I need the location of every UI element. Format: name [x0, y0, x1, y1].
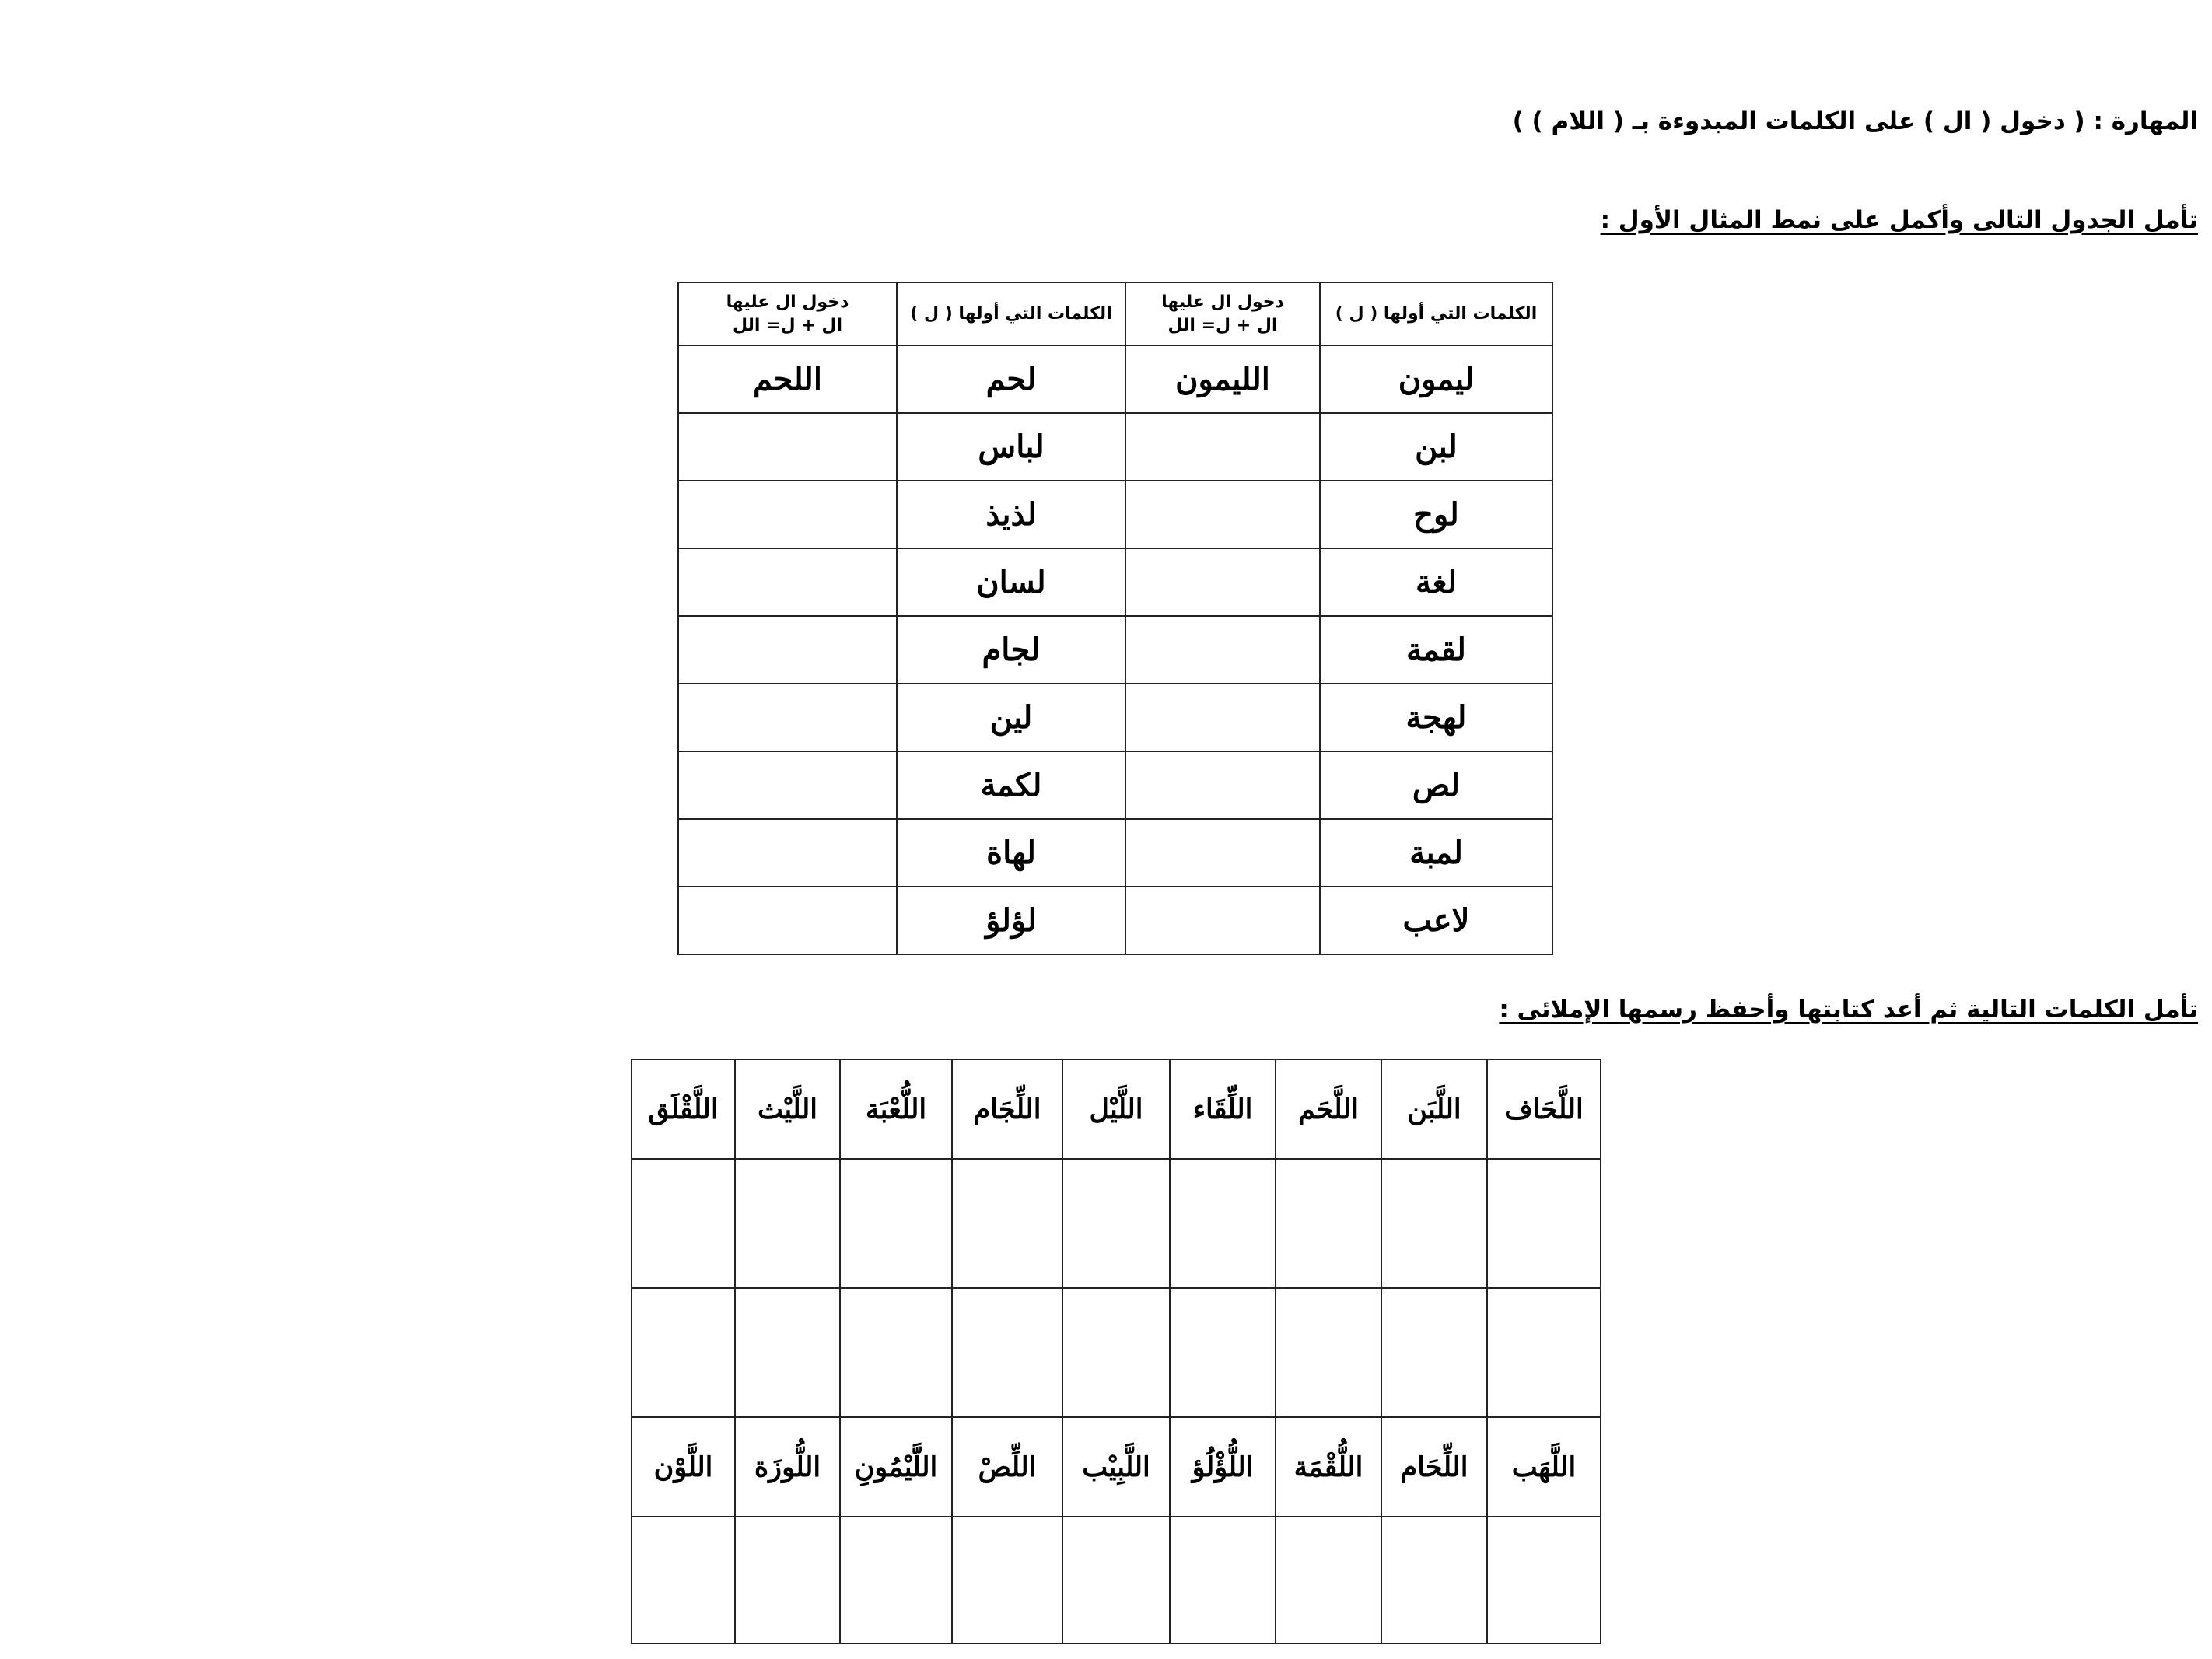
- word-cell: لوح: [1320, 481, 1552, 548]
- writing-cell[interactable]: [1276, 1288, 1381, 1417]
- writing-cell[interactable]: [840, 1288, 952, 1417]
- answer-cell[interactable]: [1125, 887, 1320, 954]
- study-word-row: [632, 1417, 1601, 1517]
- study-word-cell: اللُّعْبَة: [840, 1059, 952, 1159]
- answer-cell[interactable]: [678, 751, 897, 819]
- word-cell: لجام: [897, 616, 1125, 684]
- answer-cell[interactable]: [678, 819, 897, 887]
- writing-cell[interactable]: [1487, 1517, 1601, 1643]
- word-cell: لين: [897, 684, 1125, 751]
- header-adding-al: دخول ال عليها ال + ل= الل: [678, 282, 897, 345]
- study-word-cell: اللِّحَام: [1381, 1417, 1487, 1517]
- answer-cell[interactable]: [1125, 751, 1320, 819]
- study-word-cell: اللَّهَب: [1487, 1417, 1601, 1517]
- word-cell: لسان: [897, 548, 1125, 616]
- table-row: [678, 548, 1552, 616]
- word-cell: لص: [1320, 751, 1552, 819]
- answer-cell[interactable]: [678, 481, 897, 548]
- table-row: [678, 819, 1552, 887]
- word-cell: لؤلؤ: [897, 887, 1125, 954]
- header-words-starting-with-lam: الكلمات التي أولها ( ل ): [897, 282, 1125, 345]
- study-word-cell: اللُّقْمَة: [1276, 1417, 1381, 1517]
- word-cell: ليمون: [1320, 345, 1552, 413]
- table-row: [678, 616, 1552, 684]
- writing-cell[interactable]: [1062, 1159, 1170, 1288]
- answer-cell[interactable]: [678, 684, 897, 751]
- writing-row: [632, 1159, 1601, 1288]
- writing-cell[interactable]: [1487, 1288, 1601, 1417]
- word-cell: لهاة: [897, 819, 1125, 887]
- writing-cell[interactable]: [735, 1517, 840, 1643]
- table-row: [678, 413, 1552, 481]
- answer-cell[interactable]: [1125, 413, 1320, 481]
- writing-cell[interactable]: [735, 1159, 840, 1288]
- writing-cell[interactable]: [1276, 1517, 1381, 1643]
- writing-cell[interactable]: [1487, 1159, 1601, 1288]
- study-word-cell: اللِّصْ: [952, 1417, 1062, 1517]
- study-word-cell: اللَّيْمُونِ: [840, 1417, 952, 1517]
- study-word-cell: اللَّوْن: [632, 1417, 735, 1517]
- study-word-cell: اللَّبَن: [1381, 1059, 1487, 1159]
- writing-cell[interactable]: [1381, 1288, 1487, 1417]
- answer-cell[interactable]: [1125, 684, 1320, 751]
- practice-table: [677, 282, 1553, 955]
- skill-title: المهارة : ( دخول ( ال ) على الكلمات المبدوءة بـ ( اللام ) ): [1512, 107, 2198, 135]
- writing-cell[interactable]: [952, 1288, 1062, 1417]
- study-words-table: [631, 1059, 1601, 1644]
- writing-cell[interactable]: [840, 1159, 952, 1288]
- answer-cell[interactable]: [678, 548, 897, 616]
- instruction-complete-table: تأمل الجدول التالى وأكمل على نمط المثال الأول :: [1600, 206, 2198, 234]
- answer-cell[interactable]: [1125, 819, 1320, 887]
- answer-cell[interactable]: [678, 616, 897, 684]
- study-word-cell: اللَّحَاف: [1487, 1059, 1601, 1159]
- word-cell: لهجة: [1320, 684, 1552, 751]
- answer-cell: الليمون: [1125, 345, 1320, 413]
- writing-cell[interactable]: [1381, 1159, 1487, 1288]
- header-words-starting-with-lam: الكلمات التي أولها ( ل ): [1320, 282, 1552, 345]
- word-cell: لبن: [1320, 413, 1552, 481]
- word-cell: لحم: [897, 345, 1125, 413]
- writing-cell[interactable]: [1170, 1159, 1276, 1288]
- word-cell: لاعب: [1320, 887, 1552, 954]
- word-cell: لباس: [897, 413, 1125, 481]
- table-row: [678, 751, 1552, 819]
- answer-cell[interactable]: [1125, 481, 1320, 548]
- study-word-cell: اللِّجَام: [952, 1059, 1062, 1159]
- answer-cell: اللحم: [678, 345, 897, 413]
- table-row: [678, 345, 1552, 413]
- study-word-cell: اللِّقَاء: [1170, 1059, 1276, 1159]
- writing-cell[interactable]: [1170, 1288, 1276, 1417]
- instruction-rewrite-words: تأمل الكلمات التالية ثم أعد كتابتها وأحفظ رسمها الإملائى :: [1499, 996, 2198, 1024]
- writing-cell[interactable]: [840, 1517, 952, 1643]
- writing-cell[interactable]: [632, 1159, 735, 1288]
- word-cell: لذيذ: [897, 481, 1125, 548]
- writing-row: [632, 1288, 1601, 1417]
- writing-cell[interactable]: [1062, 1517, 1170, 1643]
- writing-cell[interactable]: [952, 1517, 1062, 1643]
- study-word-cell: اللَّبِيْب: [1062, 1417, 1170, 1517]
- word-cell: لغة: [1320, 548, 1552, 616]
- writing-cell[interactable]: [1276, 1159, 1381, 1288]
- study-word-cell: اللَّحَم: [1276, 1059, 1381, 1159]
- writing-cell[interactable]: [1170, 1517, 1276, 1643]
- practice-table-header-row: [678, 282, 1552, 345]
- word-cell: لكمة: [897, 751, 1125, 819]
- study-word-cell: اللَّيْث: [735, 1059, 840, 1159]
- answer-cell[interactable]: [678, 413, 897, 481]
- writing-cell[interactable]: [1062, 1288, 1170, 1417]
- header-adding-al: دخول ال عليها ال + ل= الل: [1125, 282, 1320, 345]
- word-cell: لقمة: [1320, 616, 1552, 684]
- writing-cell[interactable]: [1381, 1517, 1487, 1643]
- writing-cell[interactable]: [632, 1288, 735, 1417]
- table-row: [678, 887, 1552, 954]
- study-word-row: [632, 1059, 1601, 1159]
- answer-cell[interactable]: [1125, 548, 1320, 616]
- study-word-cell: اللُّوزَة: [735, 1417, 840, 1517]
- writing-cell[interactable]: [632, 1517, 735, 1643]
- writing-cell[interactable]: [735, 1288, 840, 1417]
- answer-cell[interactable]: [1125, 616, 1320, 684]
- writing-cell[interactable]: [952, 1159, 1062, 1288]
- answer-cell[interactable]: [678, 887, 897, 954]
- study-word-cell: اللَّقْلَق: [632, 1059, 735, 1159]
- study-word-cell: اللَّيْل: [1062, 1059, 1170, 1159]
- writing-row: [632, 1517, 1601, 1643]
- table-row: [678, 481, 1552, 548]
- table-row: [678, 684, 1552, 751]
- study-word-cell: اللُّؤْلُؤ: [1170, 1417, 1276, 1517]
- word-cell: لمبة: [1320, 819, 1552, 887]
